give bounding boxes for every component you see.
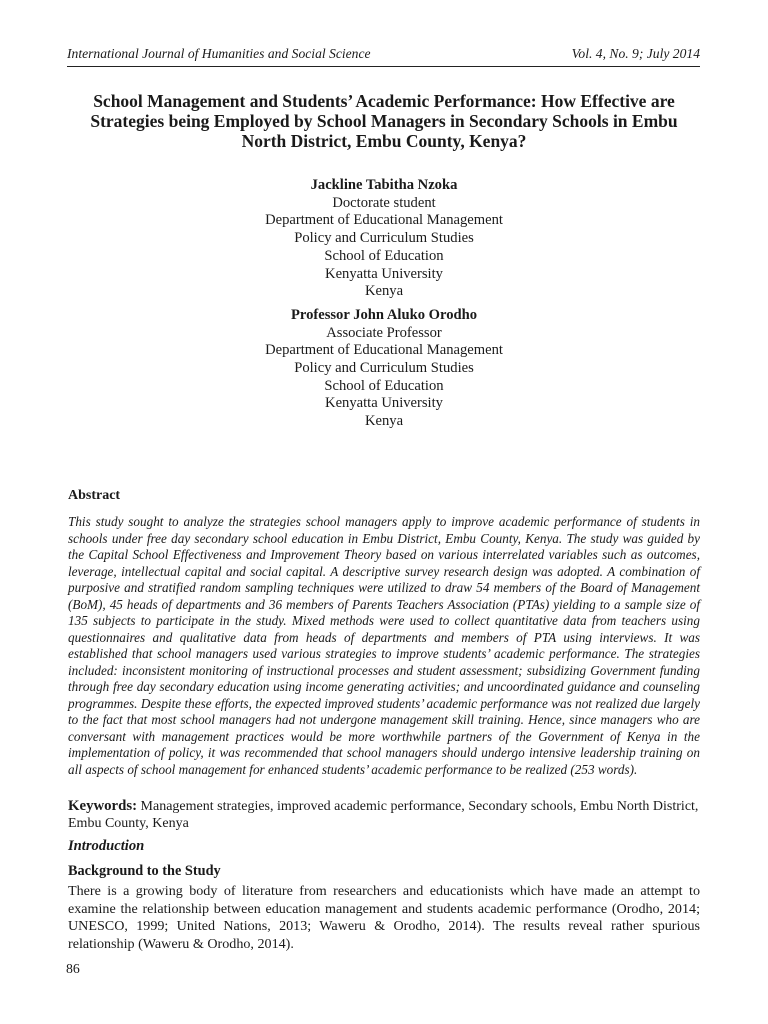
author-affiliation-line: Kenya [364,283,404,300]
abstract-heading: Abstract [68,488,121,503]
title-line: School Management and Students’ Academic Performance: How Effective are [93,91,675,111]
page-number: 86 [66,961,80,976]
author-name: Jackline Tabitha Nzoka [310,177,458,193]
author-affiliation-line: Kenya [364,413,404,430]
author-affiliation-line: School of Education [324,377,444,394]
volume-info: Vol. 4, No. 9; July 2014 [571,46,700,61]
running-header [67,46,700,67]
author-affiliation-line: Kenyatta University [325,265,443,282]
paper-title [60,91,708,151]
author-affiliation-line: Policy and Curriculum Studies [294,230,474,247]
author-affiliation-line: Department of Educational Management [265,212,503,229]
abstract-text: This study sought to analyze the strategies school managers apply to improve academic performance of students in schools under free day secondary school education in Embu District, Embu County, Kenya. The study was guided by the Capital School Effectiveness and Improvement Theory based on various interrelated variables such as outcomes, leverage, intellectual capital and social capital. A descriptive survey research design was adopted. A combination of purposive and stratified random sampling techniques were utilized to draw 54 members of the Board of Management (BoM), 45 heads of departments and 36 members of Parents Teachers Association (PTAs) yielding to a sample size of 135 subjects to participate in the study. Mixed methods were used to collect quantitative data from teachers using questionnaires and qualitative data from heads of departments and members of PTA using interviews. It was established that school managers used various strategies to improve students’ academic performance. The strategies included: inconsistent monitoring of instructional processes and student assessment; subsidizing Government funding through free day secondary education using income generating activities; and uncoordinated guidance and counseling programmes. Despite these efforts, the expected improved students’ academic performance was not realized due largely to the fact that most school managers had not undergone management skill training. Hence, since managers who are conversant with management practices would be more worthwhile partners of the Government of Kenya in the implementation of policy, it was recommended that school managers should undergo intensive leadership training on all aspects of school management for enhanced students’ academic performance to be realized (253 words). [68,514,700,777]
author-block [60,177,708,431]
author-affiliation-line: School of Education [324,247,444,264]
keywords-label: Keywords: [68,798,138,814]
author-name: Professor John Aluko Orodho [290,306,478,323]
keywords-text: Management strategies, improved academic performance, Secondary schools, Embu North District, Embu County, Kenya [68,799,699,831]
introduction-heading: Introduction [68,838,145,854]
title-line: North District, Embu County, Kenya? [241,131,527,151]
body-paragraph: There is a growing body of literature from researchers and educationists which have made an attempt to examine the relationship between education management and students academic performance (Orodho, 2014; UNESCO, 1999; United Nations, 2013; Waweru & Orodho, 2014). The results reveal rather spurious relationship (Waweru & Orodho, 2014). [68,883,700,952]
author-affiliation-line: Kenyatta University [325,395,443,412]
author-affiliation-line: Policy and Curriculum Studies [294,360,474,377]
author-affiliation-line: Department of Educational Management [265,342,503,359]
title-line: Strategies being Employed by School Managers in Secondary Schools in Embu [90,111,678,131]
background-subheading: Background to the Study [68,863,221,879]
journal-name: International Journal of Humanities and Social Science [67,46,371,61]
author-affiliation-line: Associate Professor [326,324,442,341]
author-affiliation-line: Doctorate student [332,194,436,211]
keywords-paragraph [68,798,700,832]
